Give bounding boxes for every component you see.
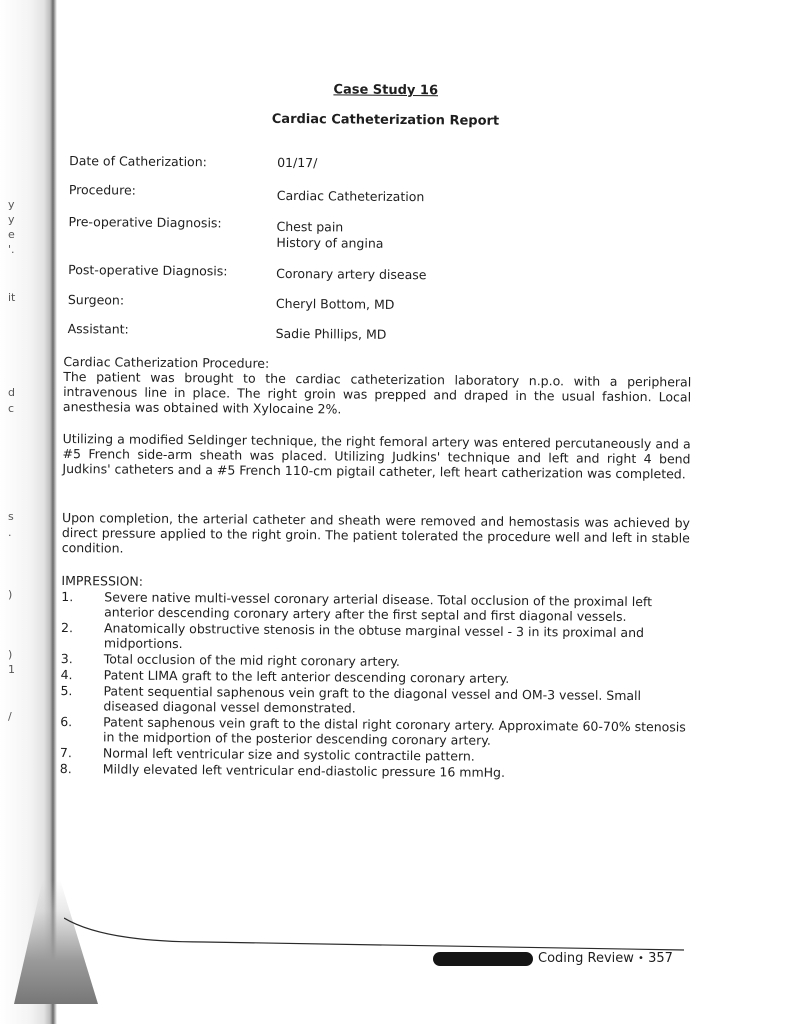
field-value: 01/17/ — [277, 154, 318, 171]
report-title: Cardiac Catheterization Report — [271, 111, 500, 129]
redaction-mark — [433, 952, 533, 966]
field-value: Coronary artery disease — [276, 265, 427, 283]
margin-fragment: . — [8, 526, 12, 539]
item-text: Patent sequential saphenous vein graft to the diagonal vessel and OM-3 vessel. Small diseased diagonal vessel demonstrated. — [103, 683, 642, 716]
margin-fragment: ) — [8, 588, 13, 601]
margin-fragment: d — [8, 386, 15, 399]
field-label: Post-operative Diagnosis: — [68, 262, 228, 279]
page-footer — [538, 951, 673, 966]
field-label: Pre-operative Diagnosis: — [68, 214, 222, 231]
field-label: Assistant: — [67, 321, 129, 337]
margin-fragment: y — [8, 213, 15, 226]
margin-fragment: '. — [8, 243, 15, 256]
item-number: 6. — [60, 714, 73, 730]
item-text: Patent LIMA graft to the left anterior descending coronary artery. — [103, 667, 510, 686]
margin-fragment: c — [8, 402, 15, 415]
footer-rule — [64, 912, 684, 952]
item-number: 2. — [60, 620, 74, 636]
procedure-paragraph-3: Upon completion, the arterial catheter and sheath were removed and hemostasis was achieved by direct pressure applied to the right groin. The patient tolerated the procedure well and left in stable condition. — [61, 510, 691, 556]
margin-fragment: e — [8, 228, 15, 241]
margin-fragment: ) — [8, 648, 13, 661]
impression-list — [60, 589, 690, 782]
item-number: 1. — [61, 589, 74, 605]
item-text: Patent saphenous vein graft to the distal right coronary artery. Approximate 60-70% stenosis in the midportion of the posterior descending coronary artery. — [103, 714, 686, 748]
field-value: History of angina — [276, 234, 384, 251]
item-text: Total occlusion of the mid right coronary artery. — [103, 651, 400, 669]
field-value: Sadie Phillips, MD — [275, 325, 387, 342]
field-label: Procedure: — [68, 182, 136, 198]
margin-fragment: y — [8, 198, 15, 211]
field-label: Surgeon: — [67, 292, 125, 308]
field-value: Cheryl Bottom, MD — [275, 295, 395, 312]
procedure-paragraph-2: Utilizing a modified Seldinger technique, the right femoral artery was entered percutaneously and a #5 French side-arm sheath was placed. Utilizing Judkins' technique and left and right 4 bend Judkins' catheters and a #5 French 110-cm pigtail catheter, left heart catherization was completed. — [62, 431, 691, 482]
procedure-heading: Cardiac Catherization Procedure: — [63, 354, 270, 371]
margin-fragment: s — [8, 510, 14, 523]
impression-item — [60, 714, 688, 749]
item-text: Mildly elevated left ventricular end-diastolic pressure 16 mmHg. — [102, 761, 506, 780]
item-number: 5. — [60, 683, 73, 699]
item-text: Severe native multi-vessel coronary arterial disease. Total occlusion of the proximal left anterior descending coronary artery after the first septal and first diagonal vessels. — [104, 589, 653, 624]
page-number: 357 — [648, 951, 673, 966]
impression-item — [60, 683, 688, 718]
item-number: 4. — [60, 667, 73, 683]
field-label: Date of Catherization: — [69, 153, 207, 170]
field-value: Chest pain — [276, 218, 344, 235]
margin-fragment: 1 — [8, 663, 15, 676]
item-number: 7. — [59, 745, 72, 761]
footer-label: Coding Review — [538, 951, 634, 966]
field-value: Cardiac Catheterization — [276, 187, 425, 205]
margin-fragment: / — [8, 710, 12, 723]
item-text: Normal left ventricular size and systolic contractile pattern. — [102, 745, 475, 764]
margin-fragment: it — [8, 291, 16, 304]
case-title: Case Study 16 — [333, 82, 439, 99]
impression-heading: IMPRESSION: — [61, 573, 144, 589]
report-page — [55, 60, 702, 826]
impression-item — [61, 620, 689, 655]
footer-bullet: • — [638, 953, 644, 964]
procedure-paragraph-1: The patient was brought to the cardiac catheterization laboratory n.p.o. with a peripheral intravenous line in place. The right groin was prepped and draped in the usual fashion. Local anesthesia was obtained with Xylocaine 2%. — [62, 369, 692, 417]
item-number: 3. — [60, 651, 73, 667]
impression-item — [61, 589, 689, 624]
item-text: Anatomically obstructive stenosis in the obtuse marginal vessel - 3 in its proximal and midportions. — [103, 620, 645, 652]
item-number: 8. — [59, 761, 72, 777]
